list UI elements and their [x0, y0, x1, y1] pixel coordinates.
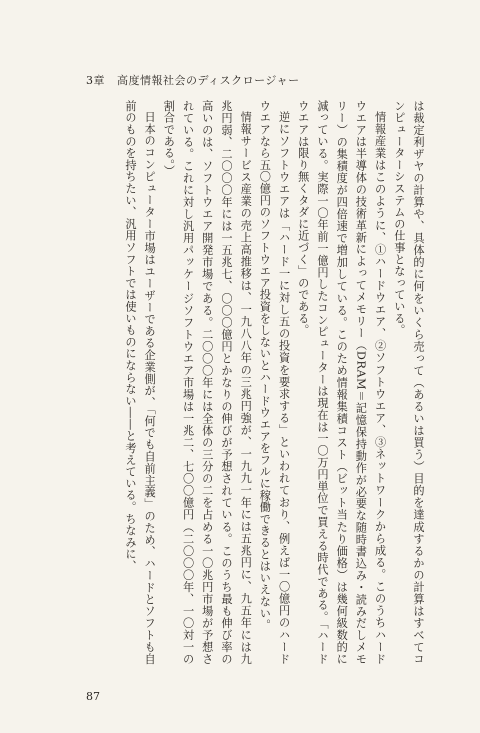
chapter-number: 3章 — [86, 74, 105, 87]
paragraph-information-industry: 情報産業はこのように、①ハードウエア、②ソフトウエア、③ネットワークから成る。このうちハードウエアは半導体の技術革新によってメモリー（DRAM＝記憶保持動作が必要な随時書込み・読みだしメモリー）の集積度が四倍速で増加している。このため情報集積コスト（ビット当たり価格）は幾何級数的に減っている。実際一〇年前一億円したコンピューターは現在は一〇万円単位で買える時代である。「ハードウエアは限り無くタダに近づく」のである。 — [296, 100, 387, 665]
running-header — [86, 72, 300, 88]
paragraph-japan-market: 日本のコンピューター市場はユーザーである企業側が、「何でも自前主義」のため、ハードとソフトも自前のものを持ちたい、汎用ソフトでは使いものにならない――と考えている。ちなみに、 — [123, 100, 157, 665]
paragraph-software-investment: 逆にソフトウエアは「ハード一に対し五の投資を要求する」といわれており、例えば一〇億円のハードウエアなら五〇億円のソフトウエア投資をしないとハードウエアをフルに稼働できるとはいえない。 — [258, 100, 291, 665]
chapter-title: 高度情報社会のディスクロージャー — [117, 74, 300, 87]
vertical-text-body — [58, 100, 428, 665]
page-number: 87 — [86, 690, 100, 703]
paragraph-continuation: は裁定利ザヤの計算や、具体的に何をいくら売って（あるいは買う）目的を達成するかの計算はすべてコンピューターシステムの仕事となっている。 — [392, 100, 425, 665]
paragraph-service-sales: 情報サービス産業の売上高推移は、一九八八年の三兆円強が、一九九一年には五兆円に、九五年には九兆円弱、二〇〇〇年には一五兆七、〇〇〇億円とかなりの伸びが予想されている。このうち最も伸び率の高いのは、ソフトウエア開発市場である。二〇〇〇年には全体の三分の二を占める一〇兆円市場が予想されている。これに対し汎用パッケージソフトウエア市場は一兆二、七〇〇億円（二〇〇〇年、一〇対一の割合である。） — [162, 100, 253, 665]
